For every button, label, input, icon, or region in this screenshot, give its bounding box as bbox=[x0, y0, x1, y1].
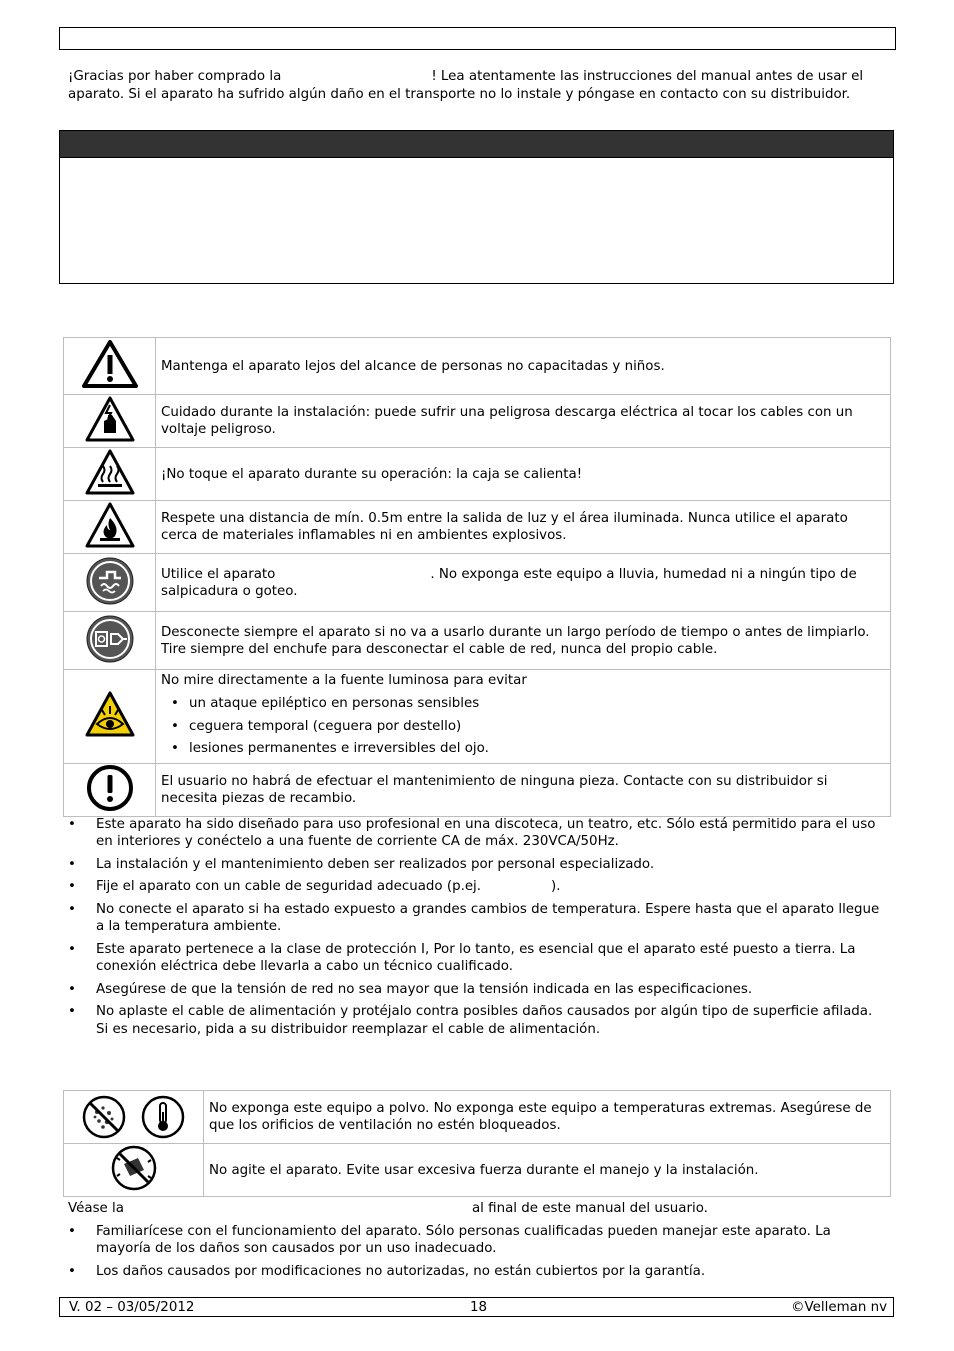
intro-text-2: ! Lea atentamente las instrucciones del manual antes de usar el aparato. Si el aparato ha sufrido algún daño en el transporte no lo instale y póngase en contacto con su distribuidor. bbox=[68, 69, 864, 102]
list-item: • Fije el aparato con un cable de seguridad adecuado (p.ej. ). bbox=[68, 878, 888, 895]
table-row bbox=[64, 448, 891, 501]
guidelines-list bbox=[68, 816, 888, 1043]
intro-paragraph bbox=[68, 68, 888, 103]
table-row bbox=[64, 338, 891, 395]
table-row bbox=[64, 612, 891, 670]
exclamation-circle-icon bbox=[64, 763, 156, 816]
environment-icons bbox=[64, 1091, 204, 1144]
indoor-use-icon bbox=[64, 554, 156, 612]
section-content-box bbox=[59, 158, 894, 284]
thermometer-icon bbox=[140, 1094, 186, 1140]
safety-text: Mantenga el aparato lejos del alcance de personas no capacitadas y niños. bbox=[156, 338, 891, 395]
list-item: • Los daños causados por modificaciones no autorizadas, no están cubiertos por la garantía. bbox=[68, 1263, 888, 1280]
table-row bbox=[64, 670, 891, 764]
eye-warning-icon bbox=[64, 670, 156, 764]
flammable-icon bbox=[64, 501, 156, 554]
environment-text: No agite el aparato. Evite usar excesiva fuerza durante el manejo y la instalación. bbox=[204, 1144, 891, 1197]
intro-text-1: ¡Gracias por haber comprado la bbox=[68, 69, 282, 84]
safety-text: Respete una distancia de mín. 0.5m entre la salida de luz y el área iluminada. Nunca utilice el aparato cerca de materiales inflamables ni en ambientes explosivos. bbox=[156, 501, 891, 554]
footer-version: V. 02 – 03/05/2012 bbox=[69, 1300, 195, 1315]
table-row bbox=[64, 554, 891, 612]
warning-triangle-icon bbox=[64, 338, 156, 395]
table-row bbox=[64, 395, 891, 448]
header-box bbox=[59, 27, 896, 50]
final-notes-list bbox=[68, 1223, 888, 1285]
environment-text: No exponga este equipo a polvo. No exponga este equipo a temperaturas extremas. Asegúrese de que los orificios de ventilación no estén bloqueados. bbox=[204, 1091, 891, 1144]
list-item: • Este aparato ha sido diseñado para uso profesional en una discoteca, un teatro, etc. Sólo está permitido para el uso en interiores y conéctelo a una fuente de corriente CA de máx. 230VCA/50Hz. bbox=[68, 816, 888, 851]
safety-text: Cuidado durante la instalación: puede sufrir una peligrosa descarga eléctrica al tocar los cables con un voltaje peligroso. bbox=[156, 395, 891, 448]
list-item: • No conecte el aparato si ha estado expuesto a grandes cambios de temperatura. Espere hasta que el aparato llegue a la temperatura ambiente. bbox=[68, 901, 888, 936]
eye-risk-list bbox=[161, 693, 885, 761]
safety-text: ¡No toque el aparato durante su operación: la caja se calienta! bbox=[156, 448, 891, 501]
safety-symbols-table bbox=[63, 337, 891, 817]
list-item: • Familiarícese con el funcionamiento del aparato. Sólo personas cualificadas pueden manejar este aparato. La mayoría de los daños son causados por un uso inadecuado. bbox=[68, 1223, 888, 1258]
section-title-bar bbox=[59, 130, 894, 158]
list-item: • No aplaste el cable de alimentación y protéjalo contra posibles daños causados por algún tipo de superficie afilada. Si es necesario, pida a su distribuidor reemplazar el cable de alimentación. bbox=[68, 1003, 888, 1038]
see-reference-line: Véase la al final de este manual del usuario. bbox=[68, 1201, 708, 1216]
table-row bbox=[64, 763, 891, 816]
list-item: • un ataque epiléptico en personas sensibles bbox=[171, 693, 885, 716]
list-item: • La instalación y el mantenimiento deben ser realizados por personal especializado. bbox=[68, 856, 888, 873]
table-row bbox=[64, 1144, 891, 1197]
hot-surface-icon bbox=[64, 448, 156, 501]
unplug-icon bbox=[64, 612, 156, 670]
environment-table bbox=[63, 1090, 891, 1197]
no-dust-icon bbox=[81, 1094, 127, 1140]
list-item: • lesiones permanentes e irreversibles del ojo. bbox=[171, 738, 885, 761]
footer-page-number: 18 bbox=[470, 1300, 488, 1315]
safety-text: Utilice el aparato . No exponga este equipo a lluvia, humedad ni a ningún tipo de salpicadura o goteo. bbox=[156, 554, 891, 612]
list-item: • Este aparato pertenece a la clase de protección I, Por lo tanto, es esencial que el aparato esté puesto a tierra. La conexión eléctrica debe llevarla a cabo un técnico cualificado. bbox=[68, 941, 888, 976]
electric-shock-hand-icon bbox=[64, 395, 156, 448]
safety-text: Desconecte siempre el aparato si no va a usarlo durante un largo período de tiempo o antes de limpiarlo. Tire siempre del enchufe para desconectar el cable de red, nunca del propio cable. bbox=[156, 612, 891, 670]
table-row bbox=[64, 1091, 891, 1144]
list-item: • ceguera temporal (ceguera por destello) bbox=[171, 716, 885, 739]
safety-text: No mire directamente a la fuente luminosa para evitar • un ataque epiléptico en personas sensibles • ceguera temporal (ceguera por destello) • lesiones permanentes e irreversibles del ojo. bbox=[156, 670, 891, 764]
no-shaking-icon bbox=[64, 1144, 204, 1197]
table-row bbox=[64, 501, 891, 554]
footer-copyright: ©Velleman nv bbox=[791, 1300, 887, 1315]
safety-text: El usuario no habrá de efectuar el mantenimiento de ninguna pieza. Contacte con su distribuidor si necesita piezas de recambio. bbox=[156, 763, 891, 816]
list-item: • Asegúrese de que la tensión de red no sea mayor que la tensión indicada en las especificaciones. bbox=[68, 981, 888, 998]
page-footer bbox=[59, 1297, 894, 1317]
